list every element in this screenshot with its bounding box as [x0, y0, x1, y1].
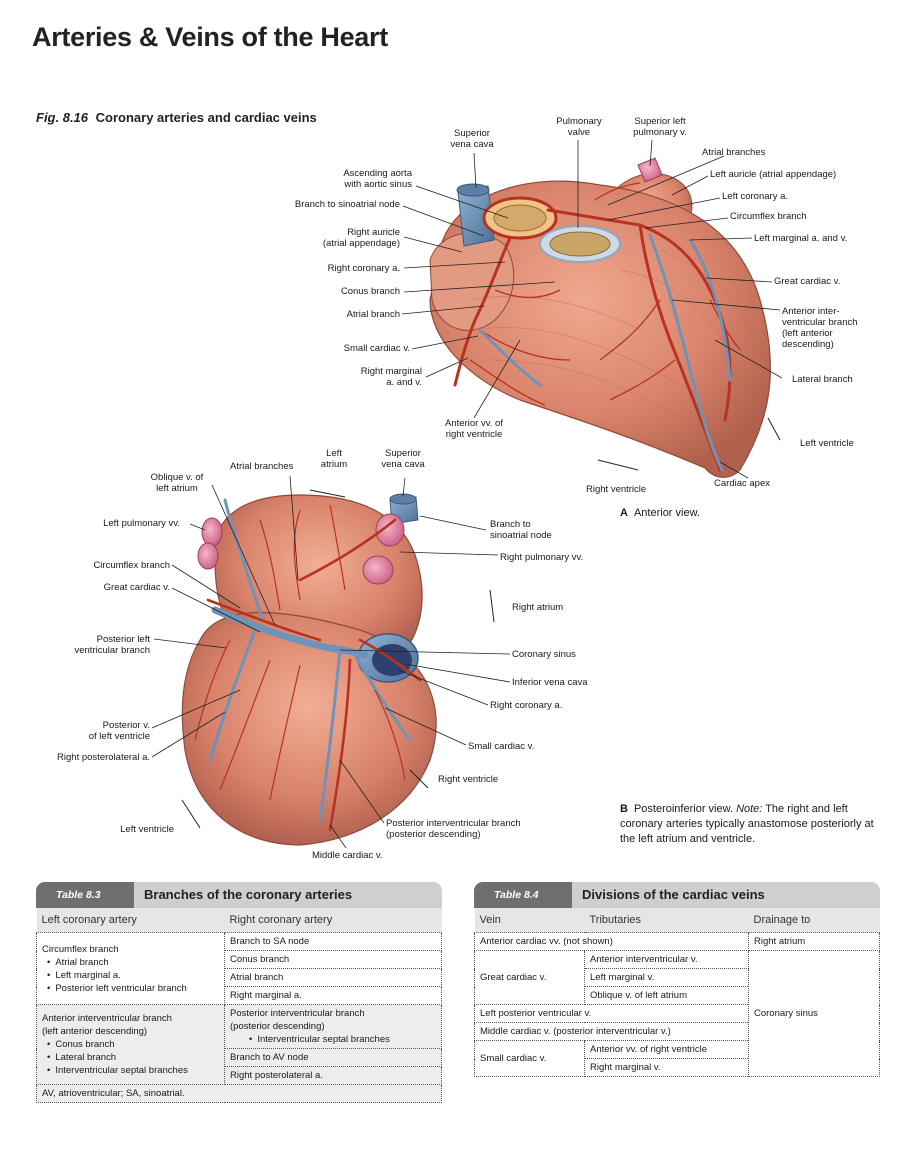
anterior-head: Anterior interventricular branch (left anterior descending)	[42, 1013, 172, 1037]
label-lateral-branch: Lateral branch	[792, 374, 853, 385]
view-a-letter: A	[620, 507, 628, 519]
view-b-caption	[620, 802, 885, 847]
label-right-atrium: Right atrium	[512, 602, 564, 613]
table-8-4-header	[474, 882, 880, 908]
label-atrial-branches-a: Atrial branches	[702, 147, 766, 158]
table-cell: Conus branch	[225, 951, 442, 969]
table-cell: Branch to AV node	[225, 1049, 442, 1067]
label-posterior-interventricular-branch: Posterior interventricular branch (posterior descending)	[386, 818, 521, 840]
label-left-auricle: Left auricle (atrial appendage)	[710, 169, 837, 180]
label-pulmonary-valve: Pulmonary valve	[556, 116, 602, 138]
view-a-caption-text: Anterior view.	[633, 507, 700, 519]
table-cardiac-veins	[474, 882, 880, 1077]
figure-title: Coronary arteries and cardiac veins	[95, 110, 317, 125]
table-cell: Right posterolateral a.	[225, 1067, 442, 1085]
label-anterior-vv-right-ventricle: Anterior vv. of right ventricle	[445, 418, 503, 440]
list-item: • Conus branch	[42, 1038, 219, 1051]
label-circumflex-branch-a: Circumflex branch	[730, 211, 807, 222]
figure-number: Fig. 8.16	[36, 110, 89, 125]
table-cell: Atrial branch	[225, 969, 442, 987]
circumflex-head: Circumflex branch	[42, 943, 119, 955]
label-right-pulmonary-vv: Right pulmonary vv.	[500, 552, 584, 563]
label-right-coronary-a-a: Right coronary a.	[327, 263, 400, 274]
label-conus-branch-a: Conus branch	[340, 286, 400, 297]
table-8-3-col-left: Left coronary artery	[37, 908, 225, 933]
posterior-ivb-head: Posterior interventricular branch (posterior descending)	[230, 1008, 365, 1032]
view-b-note-text: The right and left coronary arteries typically anastomose posteriorly at the left atrium and ventricle.	[620, 803, 874, 845]
label-atrial-branch-a: Atrial branch	[346, 309, 400, 320]
page-title: Arteries & Veins of the Heart	[32, 22, 388, 52]
label-right-posterolateral-a: Right posterolateral a.	[57, 752, 150, 763]
label-inferior-vena-cava: Inferior vena cava	[512, 677, 588, 688]
label-posterior-v-left-ventricle: Posterior v. of left ventricle	[88, 720, 150, 742]
label-anterior-interventricular-branch: Anterior inter- ventricular branch (left anterior descending)	[782, 306, 858, 350]
label-superior-vena-cava-a: Superior vena cava	[450, 128, 494, 150]
label-middle-cardiac-v: Middle cardiac v.	[312, 850, 383, 861]
label-oblique-v-left-atrium: Oblique v. of left atrium	[150, 472, 204, 494]
label-left-coronary-a: Left coronary a.	[722, 191, 789, 202]
table-row	[37, 1005, 225, 1085]
label-left-pulmonary-vv: Left pulmonary vv.	[103, 518, 180, 529]
list-item: • Left marginal a.	[42, 969, 219, 982]
table-footnote: AV, atrioventricular; SA, sinoatrial.	[37, 1085, 442, 1103]
table-8-4-col-drainage: Drainage to	[749, 908, 880, 933]
table-8-4-grid	[474, 908, 880, 1077]
label-branch-to-sinoatrial-node-a: Branch to sinoatrial node	[294, 199, 400, 210]
list-item: • Interventricular septal branches	[230, 1033, 436, 1046]
list-item: • Posterior left ventricular branch	[42, 982, 219, 995]
table-cell: Right marginal a.	[225, 987, 442, 1005]
table-cell: Anterior vv. of right ventricle	[585, 1041, 749, 1059]
table-cell: Oblique v. of left atrium	[585, 987, 749, 1005]
label-right-ventricle-a: Right ventricle	[586, 484, 647, 495]
label-atrial-branches-b: Atrial branches	[230, 461, 294, 472]
label-right-auricle: Right auricle (atrial appendage)	[322, 227, 400, 249]
label-circumflex-branch-b: Circumflex branch	[93, 560, 170, 571]
table-row	[37, 933, 225, 1005]
label-superior-left-pulmonary-v: Superior left pulmonary v.	[633, 116, 687, 138]
table-8-3-col-right: Right coronary artery	[225, 908, 442, 933]
table-cell	[225, 1005, 442, 1049]
view-b-caption-text: Posteroinferior view.	[633, 803, 737, 815]
table-cell: Right atrium	[749, 933, 880, 951]
table-cell: Small cardiac v.	[475, 1041, 585, 1077]
label-left-ventricle-b: Left ventricle	[120, 824, 174, 835]
label-great-cardiac-v-a: Great cardiac v.	[774, 276, 841, 287]
label-small-cardiac-v-b: Small cardiac v.	[468, 741, 535, 752]
view-b-note-label: Note:	[736, 803, 763, 815]
table-8-3-grid	[36, 908, 442, 1103]
list-item: • Lateral branch	[42, 1051, 219, 1064]
view-b-letter: B	[620, 803, 628, 815]
label-right-coronary-a-b: Right coronary a.	[490, 700, 563, 711]
table-cell: Coronary sinus	[749, 951, 880, 1077]
table-cell: Anterior cardiac vv. (not shown)	[475, 933, 749, 951]
label-right-marginal-a-and-v: Right marginal a. and v.	[360, 366, 422, 388]
table-8-3-title: Branches of the coronary arteries	[144, 887, 353, 902]
label-small-cardiac-v-a: Small cardiac v.	[343, 343, 410, 354]
table-8-4-col-tributaries: Tributaries	[585, 908, 749, 933]
table-8-4-col-vein: Vein	[475, 908, 585, 933]
table-cell: Great cardiac v.	[475, 951, 585, 1005]
table-8-4-title: Divisions of the cardiac veins	[582, 887, 765, 902]
table-coronary-arteries	[36, 882, 442, 1103]
list-item: • Interventricular septal branches	[42, 1064, 219, 1077]
label-great-cardiac-v-b: Great cardiac v.	[103, 582, 170, 593]
table-8-4-tag: Table 8.4	[474, 882, 572, 908]
label-branch-to-sinoatrial-node-b: Branch to sinoatrial node	[490, 519, 552, 541]
label-left-atrium: Left atrium	[320, 448, 348, 470]
list-item: • Atrial branch	[42, 956, 219, 969]
label-superior-vena-cava-b: Superior vena cava	[381, 448, 425, 470]
label-left-ventricle-a: Left ventricle	[800, 438, 854, 449]
table-cell: Middle cardiac v. (posterior interventricular v.)	[475, 1023, 749, 1041]
table-cell: Right marginal v.	[585, 1059, 749, 1077]
label-ascending-aorta: Ascending aorta with aortic sinus	[343, 168, 412, 190]
table-cell: Branch to SA node	[225, 933, 442, 951]
heart-posteroinferior-view	[182, 490, 494, 845]
label-right-ventricle-b: Right ventricle	[438, 774, 499, 785]
view-a-caption	[620, 506, 700, 521]
label-posterior-left-ventricular-branch: Posterior left ventricular branch	[74, 634, 150, 656]
table-cell: Left marginal v.	[585, 969, 749, 987]
table-cell: Left posterior ventricular v.	[475, 1005, 749, 1023]
table-8-3-header	[36, 882, 442, 908]
label-cardiac-apex: Cardiac apex	[714, 478, 770, 489]
label-coronary-sinus: Coronary sinus	[512, 649, 576, 660]
label-left-marginal-a-and-v: Left marginal a. and v.	[754, 233, 848, 244]
table-cell: Anterior interventricular v.	[585, 951, 749, 969]
table-8-3-tag: Table 8.3	[36, 882, 134, 908]
